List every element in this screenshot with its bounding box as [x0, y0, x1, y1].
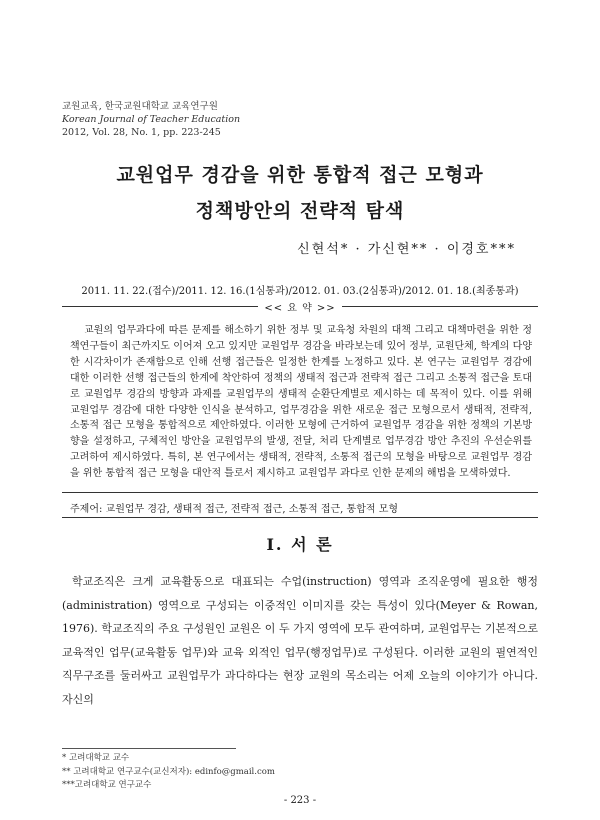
- body-paragraph: 학교조직은 크게 교육활동으로 대표되는 수업(instruction) 영역과 조직운영에 필요한 행정(administration) 영역으로 구성되는 이중적인 이미지를 갖는 특성이 있다(Meyer & Rowan, 1976). 학교조직의 주요 구성원인 교원은 이 두 가지 영역에 모두 관여하며, 교원업무는 기본적으로 교육적인 업무(교육활동 업무)와 교육 외적인 업무(행정업무)로 구성된다. 이러한 교원의 필연적인 직무구조를 둘러싸고 교원업무가 과다하다는 현장 교원의 목소리는 어제 오늘의 이야기가 아니다. 자신의: [62, 575, 538, 706]
- abstract-text: 교원의 업무과다에 따른 문제를 해소하기 위한 정부 및 교육청 차원의 대책 그리고 대책마련을 위한 정책연구들이 최근까지도 이어져 오고 있지만 교원업무 경감을 바라보는데 있어 정부, 교원단체, 학계의 다양한 시각차이가 존재함으로 인해 선행 접근들은 일정한 한계를 노정하고 있다. 본 연구는 교원업무 경감에 대한 이러한 선행 접근들의 한계에 착안하여 정책의 생태적 접근과 전략적 접근 그리고 소통적 접근을 토대로 교원업무 경감의 방향과 과제를 교원업무의 생태적 순환단계별로 제시하는 데 목적이 있다. 이를 위해 교원업무 경감에 대한 다양한 인식을 분석하고, 업무경감을 위한 새로운 접근 모형으로서 생태적, 전략적, 소통적 접근 모형을 통합적으로 제안하였다. 이러한 모형에 근거하여 교원업무 경감을 위한 정책의 기본방향을 설정하고, 구체적인 방안을 교원업무의 발생, 전달, 처리 단계별로 업무경감 방안 추진의 우선순위를 고려하여 제시하였다. 특히, 본 연구에서는 생태적, 전략적, 소통적 접근의 모형을 바탕으로 교원업무 경감을 위한 통합적 접근 모형을 대안적 틀로서 제시하고 교원업무 과다로 인한 문제의 해법을 모색하였다.: [70, 325, 532, 480]
- footnote-2: ** 고려대학교 연구교수(교신저자): edinfo@gmail.com: [62, 766, 275, 777]
- keywords-rule: [62, 517, 538, 518]
- journal-header: [62, 100, 240, 139]
- journal-name-english: Korean Journal of Teacher Education: [62, 114, 241, 125]
- footnote-1: * 고려대학교 교수: [62, 753, 130, 763]
- paper-title-line-1: 교원업무 경감을 위한 통합적 접근 모형과: [116, 164, 484, 186]
- keywords: 주제어: 교원업무 경감, 생태적 접근, 전략적 접근, 소통적 접근, 통합적 모형: [70, 504, 399, 515]
- abstract-bottom-rule: [62, 492, 538, 493]
- section-heading: Ⅰ. 서 론: [266, 535, 334, 554]
- journal-volume-info: 2012, Vol. 28, No. 1, pp. 223-245: [62, 127, 221, 138]
- paper-title-line-2: 정책방안의 전략적 탐색: [195, 200, 405, 222]
- footnote-3: ***고려대학교 연구교수: [62, 780, 152, 790]
- journal-name-korean: 교원교육, 한국교원대학교 교육연구원: [62, 101, 218, 112]
- footnote-rule: [62, 748, 236, 749]
- abstract-label: << 요 약 >>: [0, 299, 600, 314]
- page-number: - 223 -: [283, 795, 317, 806]
- author-list: 신현석* · 가신현** · 이경호***: [297, 242, 516, 257]
- footnotes: [62, 752, 275, 793]
- review-dates: 2011. 11. 22.(접수)/2011. 12. 16.(1심통과)/2012. 01. 03.(2심통과)/2012. 01. 18.(최종통과): [81, 286, 519, 297]
